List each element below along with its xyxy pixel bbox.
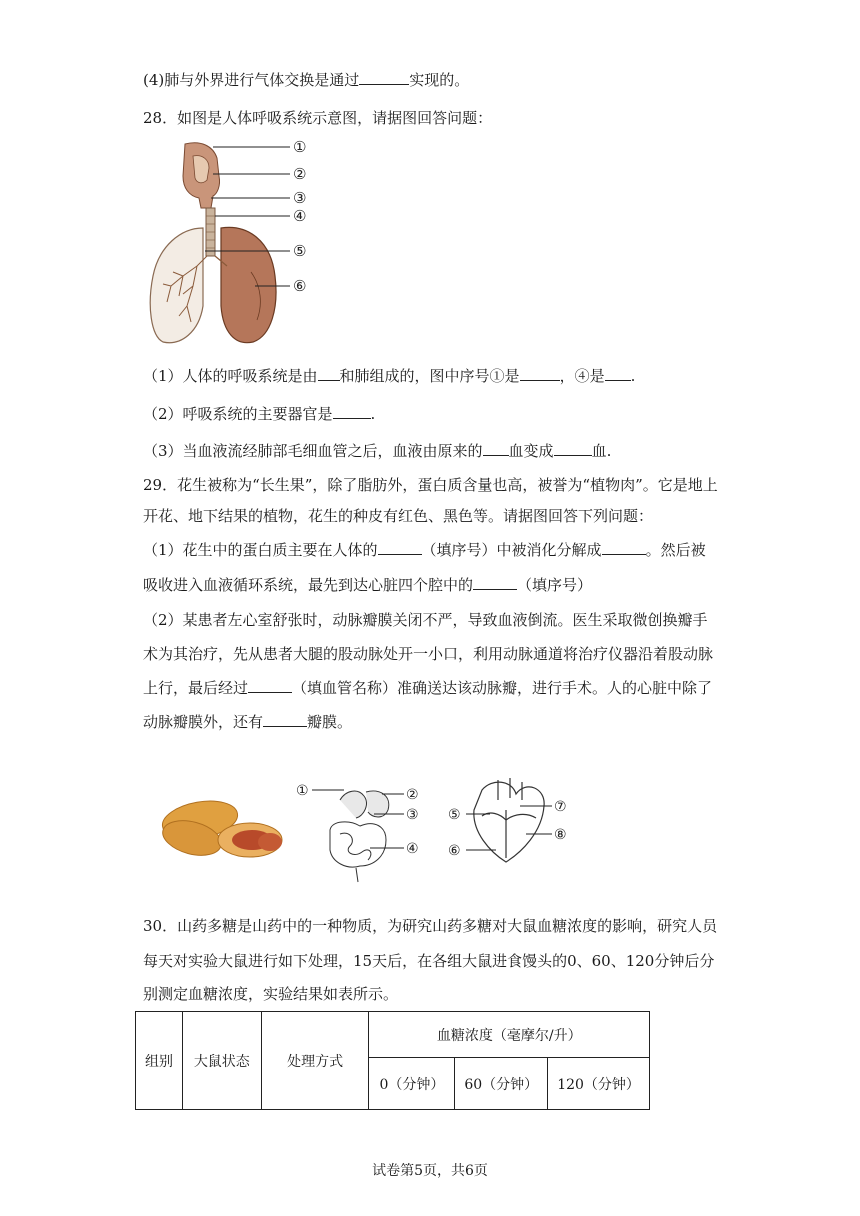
digestive-system-drawing [330, 791, 389, 882]
q30-line2: 每天对实验大鼠进行如下处理，15天后，在各组大鼠进食馒头的0、60、120分钟后分 [143, 952, 715, 970]
q28-part3: （3）当血液流经肺部毛细血管之后，血液由原来的 血变成 血. [143, 442, 612, 460]
q29-line1: 29．花生被称为“长生果”，除了脂肪外，蛋白质含量也高，被誉为“植物肉”。它是地上 [143, 476, 718, 494]
q29-part1-line1: （1）花生中的蛋白质主要在人体的 （填序号）中被消化分解成 。然后被 [143, 541, 706, 559]
answer-blank[interactable] [520, 366, 560, 381]
digestive-label-2: ② [406, 787, 419, 803]
answer-blank[interactable] [359, 70, 409, 85]
heart-drawing [474, 778, 544, 862]
resp-label-5: ⑤ [293, 242, 307, 260]
left-lung-shape [150, 228, 203, 343]
resp-label-4: ④ [293, 207, 307, 225]
heart-label-5: ⑤ [448, 807, 461, 823]
q29-part1-line2: 吸收进入血液循环系统，最先到达心脏四个腔中的 （填序号） [143, 576, 593, 594]
page-footer: 试卷第5页，共6页 [372, 1163, 488, 1179]
resp-label-2: ② [293, 165, 307, 183]
heart-label-8: ⑧ [554, 827, 567, 843]
q27-line4: (4)肺与外界进行气体交换是通过 实现的。 [143, 71, 470, 89]
resp-label-3: ③ [293, 189, 307, 207]
header-time-60: 60（分钟） [455, 1058, 548, 1110]
q30-line1: 30．山药多糖是山药中的一种物质，为研究山药多糖对大鼠血糖浓度的影响，研究人员 [143, 917, 718, 935]
q30-line3: 别测定血糖浓度，实验结果如表所示。 [143, 985, 399, 1003]
answer-blank[interactable] [554, 441, 592, 456]
q28-part2: （2）呼吸系统的主要器官是 . [143, 405, 376, 423]
answer-blank[interactable] [602, 540, 646, 555]
answer-blank[interactable] [605, 366, 631, 381]
q29-part2-line1: （2）某患者左心室舒张时，动脉瓣膜关闭不严，导致血液倒流。医生采取微创换瓣手 [143, 611, 708, 629]
q29-part2-line4: 动脉瓣膜外，还有 瓣膜。 [143, 713, 353, 731]
q28-stem: 28．如图是人体呼吸系统示意图，请据图回答问题： [143, 109, 493, 127]
digestive-label-4: ④ [406, 841, 419, 857]
glucose-table [135, 1011, 650, 1110]
heart-label-7: ⑦ [554, 799, 567, 815]
answer-blank[interactable] [263, 712, 307, 727]
answer-blank[interactable] [483, 441, 509, 456]
digestive-label-1: ① [296, 783, 309, 799]
answer-blank[interactable] [473, 575, 517, 590]
q29-line2: 开花、地下结果的植物，花生的种皮有红色、黑色等。请据图回答下列问题： [143, 507, 654, 525]
peanut-image [160, 796, 282, 862]
answer-blank[interactable] [378, 540, 422, 555]
header-group: 组别 [136, 1012, 183, 1110]
resp-label-6: ⑥ [293, 277, 307, 295]
q29-part2-line2: 术为其治疗，先从患者大腿的股动脉处开一小口，利用动脉通道将治疗仪器沿着股动脉 [143, 645, 714, 663]
header-time-120: 120（分钟） [548, 1058, 650, 1110]
answer-blank[interactable] [248, 678, 292, 693]
right-lung-shape [221, 227, 276, 342]
resp-label-1: ① [293, 138, 307, 156]
answer-blank[interactable] [318, 366, 340, 381]
header-rat-state: 大鼠状态 [182, 1012, 261, 1110]
heart-label-6: ⑥ [448, 843, 461, 859]
answer-blank[interactable] [333, 404, 371, 419]
q29-part2-line3: 上行，最后经过 （填血管名称）准确送达该动脉瓣，进行手术。人的心脏中除了 [143, 679, 713, 697]
header-glucose: 血糖浓度（毫摩尔/升） [369, 1012, 650, 1058]
header-treatment: 处理方式 [261, 1012, 369, 1110]
respiratory-system-figure [143, 136, 328, 346]
header-time-0: 0（分钟） [369, 1058, 455, 1110]
peanut-digestive-heart-figure [160, 770, 600, 895]
digestive-label-3: ③ [406, 807, 419, 823]
q28-part1: （1）人体的呼吸系统是由 和肺组成的，图中序号①是 ，④是 . [143, 367, 636, 385]
